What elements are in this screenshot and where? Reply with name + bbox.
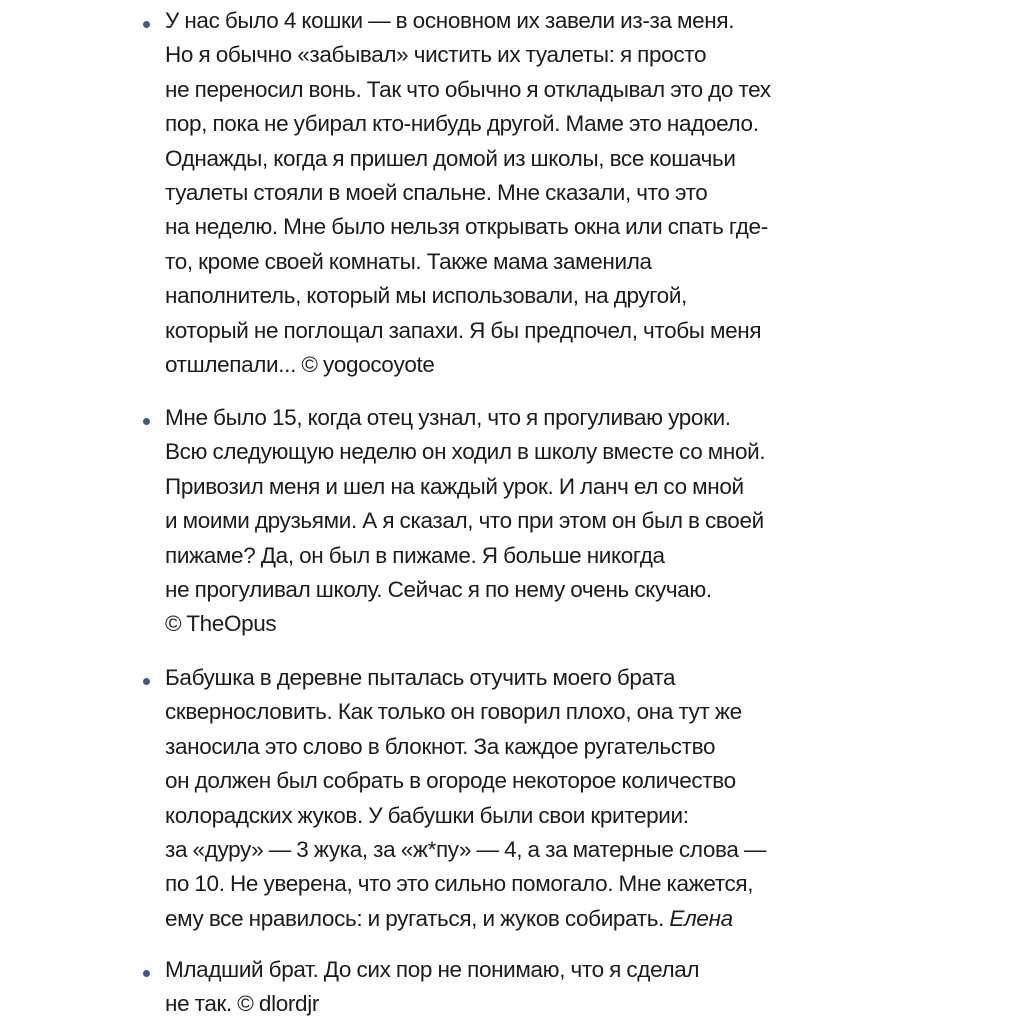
- story-text: [165, 661, 905, 936]
- story-line: на неделю. Мне было нельзя открывать окна или спать где-: [165, 214, 768, 240]
- story-line: то, кроме своей комнаты. Также мама заменила: [165, 248, 652, 274]
- story-line: Всю следующую неделю он ходил в школу вместе со мной.: [165, 439, 766, 465]
- story-line: Но я обычно «забывал» чистить их туалеты: я просто: [165, 42, 707, 68]
- story-line: заносила это слово в блокнот. За каждое ругательство: [165, 733, 716, 759]
- story-line: не прогуливал школу. Сейчас я по нему очень скучаю.: [165, 577, 712, 603]
- author-name: Елена: [669, 905, 733, 931]
- story-line: колорадских жуков. У бабушки были свои критерии:: [165, 802, 689, 828]
- story-line: [165, 902, 905, 936]
- story-line: отшлепали... © yogocoyote: [165, 352, 435, 378]
- story-line: не переносил вонь. Так что обычно я откладывал это до тех: [165, 76, 771, 102]
- bullet-icon: [143, 970, 150, 977]
- story-line: © TheOpus: [165, 611, 277, 637]
- story-text: [165, 4, 905, 382]
- story-line: и моими друзьями. А я сказал, что при этом он был в своей: [165, 508, 764, 534]
- story-line: Мне было 15, когда отец узнал, что я прогуливаю уроки.: [165, 405, 731, 430]
- story-line: сквернословить. Как только он говорил плохо, она тут же: [165, 699, 742, 725]
- story-line: Бабушка в деревне пыталась отучить моего брата: [165, 665, 676, 690]
- story-line: пижаме? Да, он был в пижаме. Я больше никогда: [165, 542, 665, 568]
- story-line: наполнитель, который мы использовали, на другой,: [165, 283, 687, 309]
- story-line: туалеты стояли в моей спальне. Мне сказали, что это: [165, 180, 708, 206]
- story-line-text: ему все нравилось: и ругаться, и жуков собирать.: [165, 905, 664, 931]
- bullet-icon: [143, 678, 150, 685]
- story-line: Младший брат. До сих пор не понимаю, что я сделал: [165, 957, 700, 982]
- story-text: [165, 953, 905, 1022]
- story-line: он должен был собрать в огороде некоторое количество: [165, 768, 736, 794]
- story-line: пор, пока не убирал кто-нибудь другой. Маме это надоело.: [165, 111, 759, 137]
- bullet-icon: [143, 418, 150, 425]
- story-line: не так. © dlordjr: [165, 991, 320, 1017]
- bullet-icon: [143, 21, 150, 28]
- story-line: по 10. Не уверена, что это сильно помогало. Мне кажется,: [165, 871, 754, 897]
- story-line: У нас было 4 кошки — в основном их завели из-за меня.: [165, 8, 735, 33]
- story-text: [165, 401, 905, 642]
- story-line: который не поглощал запахи. Я бы предпочел, чтобы меня: [165, 317, 762, 343]
- story-line: Однажды, когда я пришел домой из школы, все кошачьи: [165, 145, 736, 171]
- story-line: за «дуру» — 3 жука, за «ж*пу» — 4, а за матерные слова —: [165, 837, 767, 863]
- story-line: Привозил меня и шел на каждый урок. И ланч ел со мной: [165, 473, 744, 499]
